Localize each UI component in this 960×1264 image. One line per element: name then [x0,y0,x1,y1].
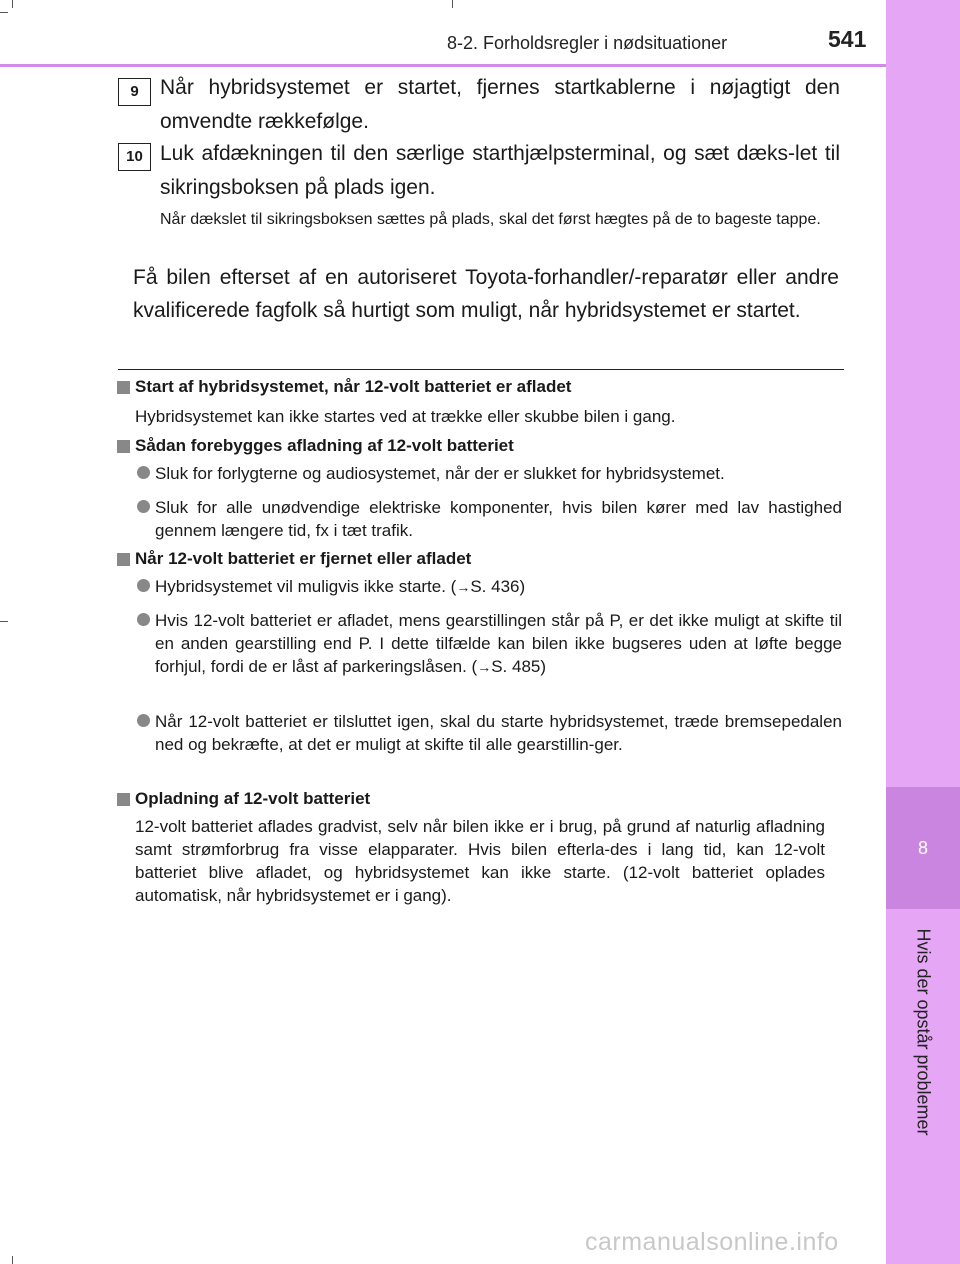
chapter-number: 8 [917,837,928,858]
step-number: 9 [130,83,139,100]
watermark: carmanualsonline.info [585,1228,839,1256]
bullet-text-end: ) [519,577,526,596]
section-title: Når 12-volt batteriet er fjernet eller afladet [135,549,472,568]
arrow-right-icon: → [456,579,471,595]
step-number-box [118,78,151,106]
step-text: Når hybridsystemet er startet, fjernes startkablerne i nøjagtigt den omvendte rækkefølge. [160,76,840,133]
section-text: Hybridsystemet kan ikke startes ved at trække eller skubbe bilen i gang. [135,407,676,426]
crop-mark [12,0,13,8]
crop-mark [0,12,8,13]
round-bullet-icon [137,579,150,592]
crop-mark [12,1256,13,1264]
arrow-right-icon: → [477,659,492,675]
round-bullet-icon [137,714,150,727]
bullet-text [155,575,842,599]
bullet-text: Når 12-volt batteriet er tilsluttet igen, skal du starte hybridsystemet, træde bremsepedalen ned og bekræfte, at det er muligt at skifte til alle gearstillin-ger. [155,712,842,754]
step-text: Luk afdækningen til den særlige starthjælpsterminal, og sæt dæks-let til sikringsboksen på plads igen. [160,142,840,199]
section-header: 8-2. Forholdsregler i nødsituationer [447,33,728,53]
bullet-text: Sluk for forlygterne og audiosystemet, når der er slukket for hybridsystemet. [155,464,725,483]
main-paragraph: Få bilen efterset af en autoriseret Toyota-forhandler/-reparatør eller andre kvalificerede fagfolk så hurtigt som muligt, når hybridsystemet er startet. [133,266,839,322]
crop-mark [452,0,453,8]
square-bullet-icon [117,553,130,566]
section-title: Sådan forebygges afladning af 12-volt batteriet [135,436,514,455]
round-bullet-icon [137,466,150,479]
section-divider [118,369,844,370]
bullet-text [155,609,842,679]
square-bullet-icon [117,440,130,453]
page-number: 541 [828,26,867,52]
chapter-sidebar [886,0,960,1264]
page-reference-link[interactable]: S. 436 [470,577,520,596]
bullet-text-start: Hybridsystemet vil muligvis ikke starte. ( [155,577,457,596]
chapter-title: Hvis der opstår problemer [913,928,934,1136]
step-number-box [118,143,151,171]
bullet-text-start: Hvis 12-volt batteriet er afladet, mens gearstillingen står på P, er det ikke muligt at skifte til en anden gearstilling end P. I dette tilfælde kan bilen ikke bugseres uden at løfte begge forhjul, fordi de er låst af parkeringslåsen. ( [155,611,842,676]
round-bullet-icon [137,500,150,513]
chapter-number-tab [886,787,960,909]
round-bullet-icon [137,613,150,626]
step-note: Når dækslet til sikringsboksen sættes på plads, skal det først hægtes på de to bageste tappe. [160,211,821,228]
bullet-text-end: ) [540,657,547,676]
square-bullet-icon [117,381,130,394]
section-text: 12-volt batteriet aflades gradvist, selv når bilen ikke er i brug, på grund af naturlig afladning samt strømforbrug fra visse elapparater. Hvis bilen efterla-des i lang tid, kan 12-volt batteriet blive afladet, og hybridsystemet kan ikke starte. (12-volt batteriet oplades automatisk, når hybridsystemet er i gang). [135,817,825,905]
bullet-text: Sluk for alle unødvendige elektriske komponenter, hvis bilen kører med lav hastighed gennem længere tid, fx i tæt trafik. [155,498,842,540]
page-reference-link[interactable]: S. 485 [491,657,541,676]
square-bullet-icon [117,793,130,806]
section-title: Start af hybridsystemet, når 12-volt batteriet er afladet [135,377,572,396]
crop-mark [0,621,8,622]
step-number: 10 [126,148,143,165]
header-rule [0,64,886,67]
section-title: Opladning af 12-volt batteriet [135,789,371,808]
